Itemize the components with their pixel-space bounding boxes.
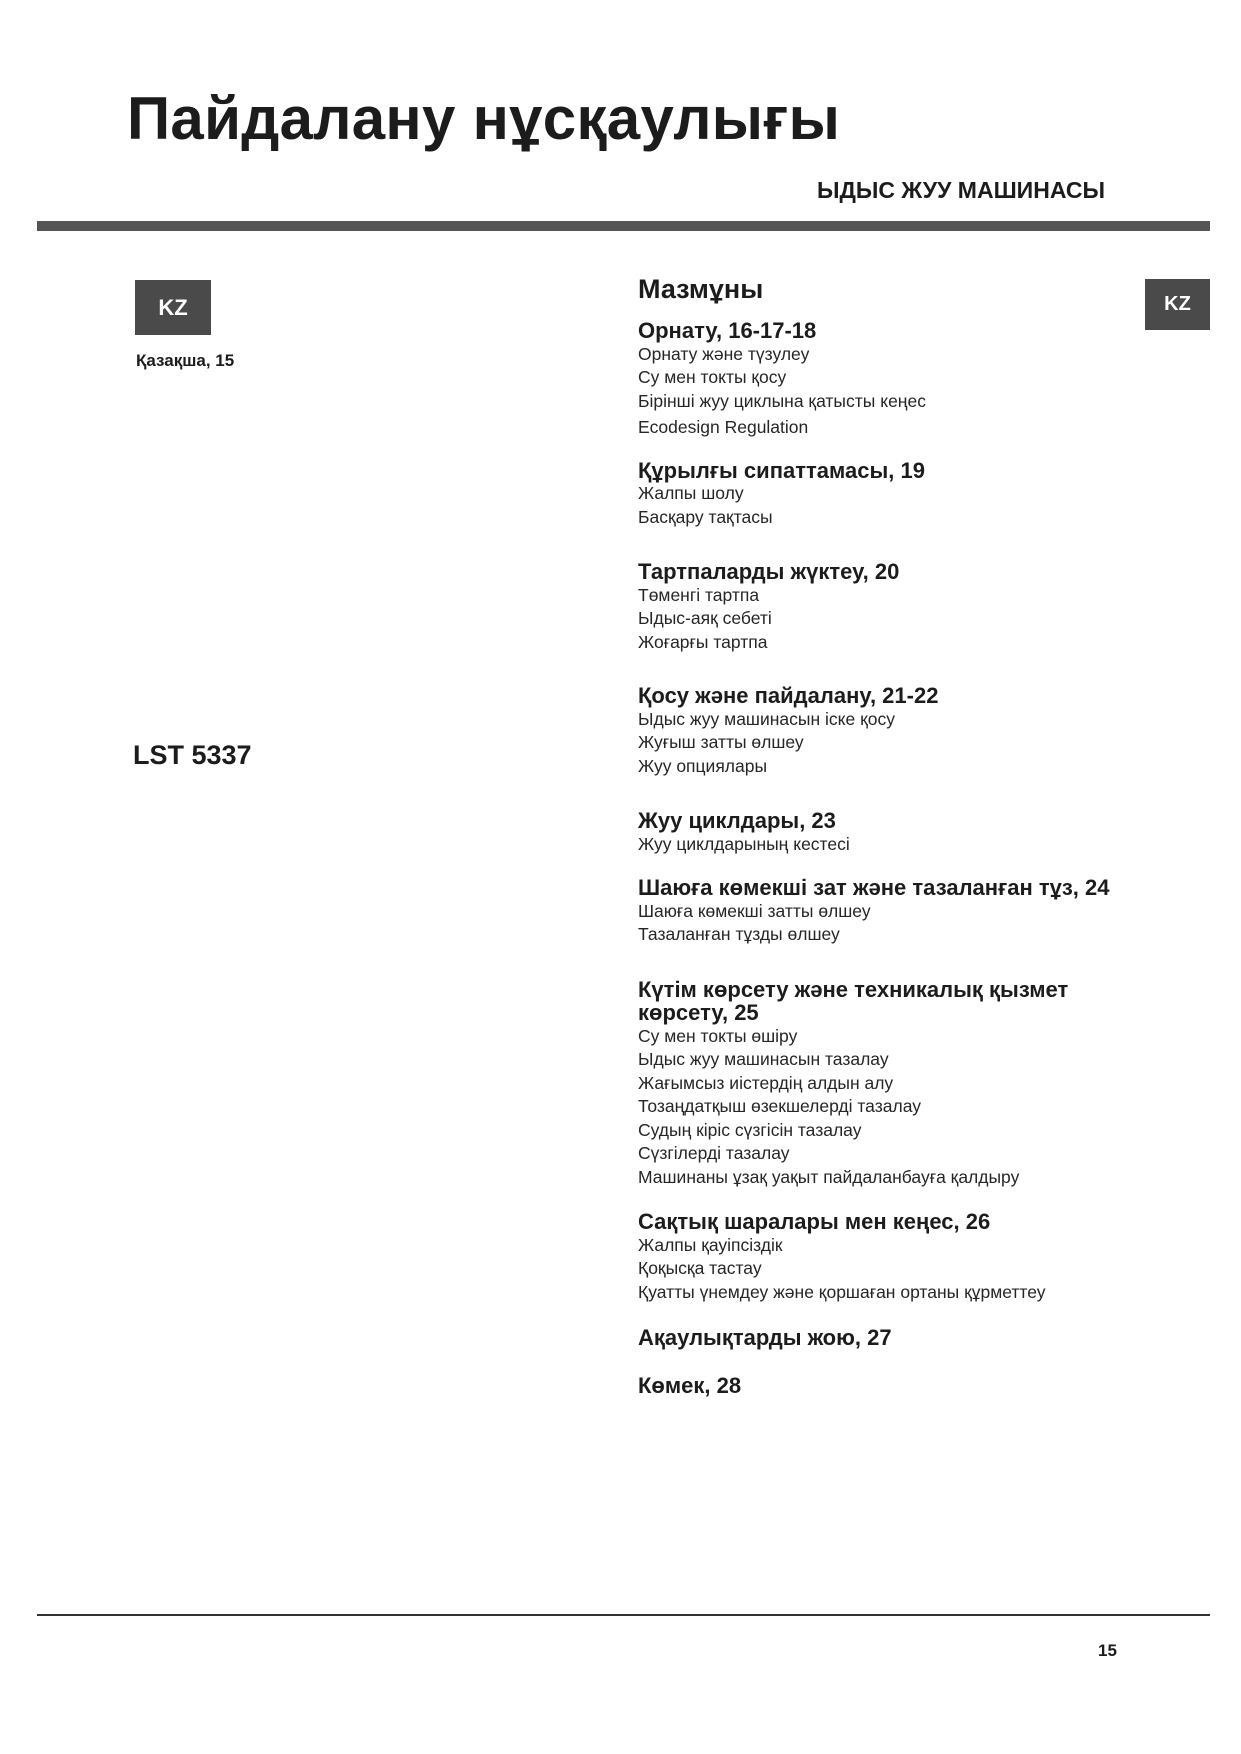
- toc-item[interactable]: Жуу циклдарының кестесі: [638, 833, 850, 854]
- toc-item[interactable]: Жуғыш затты өлшеу: [638, 732, 804, 752]
- toc-section-assistance: [638, 1374, 1118, 1398]
- toc-heading[interactable]: Күтім көрсету және техникалық қызмет көрсету, 25: [638, 976, 1069, 1025]
- toc-item[interactable]: Ыдыс жуу машинасын іске қосу: [638, 708, 895, 729]
- toc-heading[interactable]: Көмек, 28: [638, 1372, 742, 1398]
- toc-item[interactable]: Төменгі тартпа: [638, 584, 760, 605]
- toc-item[interactable]: Ыдыс-аяқ себеті: [638, 608, 772, 628]
- toc-section-rinse-aid-salt: [638, 876, 1118, 947]
- toc-item[interactable]: Машинаны ұзақ уақыт пайдаланбауға қалдыру: [638, 1166, 1020, 1187]
- language-link-kazakh[interactable]: Қазақша, 15: [136, 351, 235, 370]
- toc-item[interactable]: Ecodesign Regulation: [638, 417, 809, 437]
- toc-item[interactable]: Қуатты үнемдеу және қоршаған ортаны құрметтеу: [638, 1281, 1046, 1302]
- footer-divider: [37, 1614, 1210, 1616]
- toc-heading[interactable]: Жуу циклдары, 23: [638, 808, 836, 833]
- toc-item[interactable]: Орнату және түзулеу: [638, 343, 810, 364]
- toc-item[interactable]: Шаюға көмекші затты өлшеу: [638, 900, 871, 921]
- toc-heading[interactable]: Шаюға көмекші зат және тазаланған тұз, 24: [638, 875, 1110, 900]
- toc-item[interactable]: Су мен токты қосу: [638, 367, 787, 387]
- toc-heading[interactable]: Құрылғы сипаттамасы, 19: [638, 457, 925, 483]
- toc-section-wash-cycles: [638, 809, 1118, 856]
- toc-item[interactable]: Жалпы шолу: [638, 483, 744, 503]
- toc-heading[interactable]: Тартпаларды жүктеу, 20: [638, 559, 900, 584]
- product-subtitle: ЫДЫС ЖУУ МАШИНАСЫ: [817, 177, 1105, 203]
- toc-heading[interactable]: Орнату, 16-17-18: [638, 318, 817, 343]
- toc-item[interactable]: Тазаланған тұзды өлшеу: [638, 924, 840, 944]
- table-of-contents: [638, 272, 1118, 1397]
- language-badge-kz: KZ: [135, 280, 211, 335]
- toc-item[interactable]: Қоқысқа тастау: [638, 1258, 762, 1278]
- language-tab-kz: KZ: [1145, 279, 1210, 330]
- toc-item[interactable]: Жуу опциялары: [638, 755, 768, 776]
- toc-item[interactable]: Жоғарғы тартпа: [638, 631, 768, 652]
- toc-section-start-up: [638, 684, 1118, 778]
- toc-section-maintenance: [638, 978, 1118, 1190]
- toc-heading[interactable]: Ақаулықтарды жою, 27: [638, 1325, 892, 1350]
- toc-section-precautions: [638, 1210, 1118, 1304]
- toc-section-description: [638, 459, 1118, 530]
- toc-section-loading-racks: [638, 560, 1118, 654]
- toc-item[interactable]: Ыдыс жуу машинасын тазалау: [638, 1049, 889, 1069]
- toc-section-troubleshooting: [638, 1326, 1118, 1350]
- toc-item[interactable]: Су мен токты өшіру: [638, 1025, 798, 1046]
- toc-item[interactable]: Басқару тақтасы: [638, 506, 773, 527]
- toc-item[interactable]: Бірінші жуу циклына қатысты кеңес: [638, 390, 926, 411]
- toc-item[interactable]: Тозаңдатқыш өзекшелерді тазалау: [638, 1096, 921, 1116]
- toc-heading[interactable]: Сақтық шаралары мен кеңес, 26: [638, 1209, 991, 1234]
- toc-item[interactable]: Сүзгілерді тазалау: [638, 1143, 790, 1163]
- page-title: Пайдалану нұсқаулығы: [127, 85, 841, 152]
- header-divider: [37, 221, 1210, 231]
- toc-item[interactable]: Жалпы қауіпсіздік: [638, 1234, 783, 1255]
- toc-title: Мазмұны: [638, 274, 764, 304]
- toc-heading[interactable]: Қосу және пайдалану, 21-22: [638, 683, 939, 708]
- model-number: LST 5337: [133, 740, 252, 770]
- toc-item[interactable]: Судың кіріс сүзгісін тазалау: [638, 1119, 862, 1140]
- toc-section-installation: [638, 319, 1118, 440]
- toc-item[interactable]: Жағымсыз иістердің алдын алу: [638, 1072, 894, 1093]
- page-number: 15: [1098, 1641, 1117, 1660]
